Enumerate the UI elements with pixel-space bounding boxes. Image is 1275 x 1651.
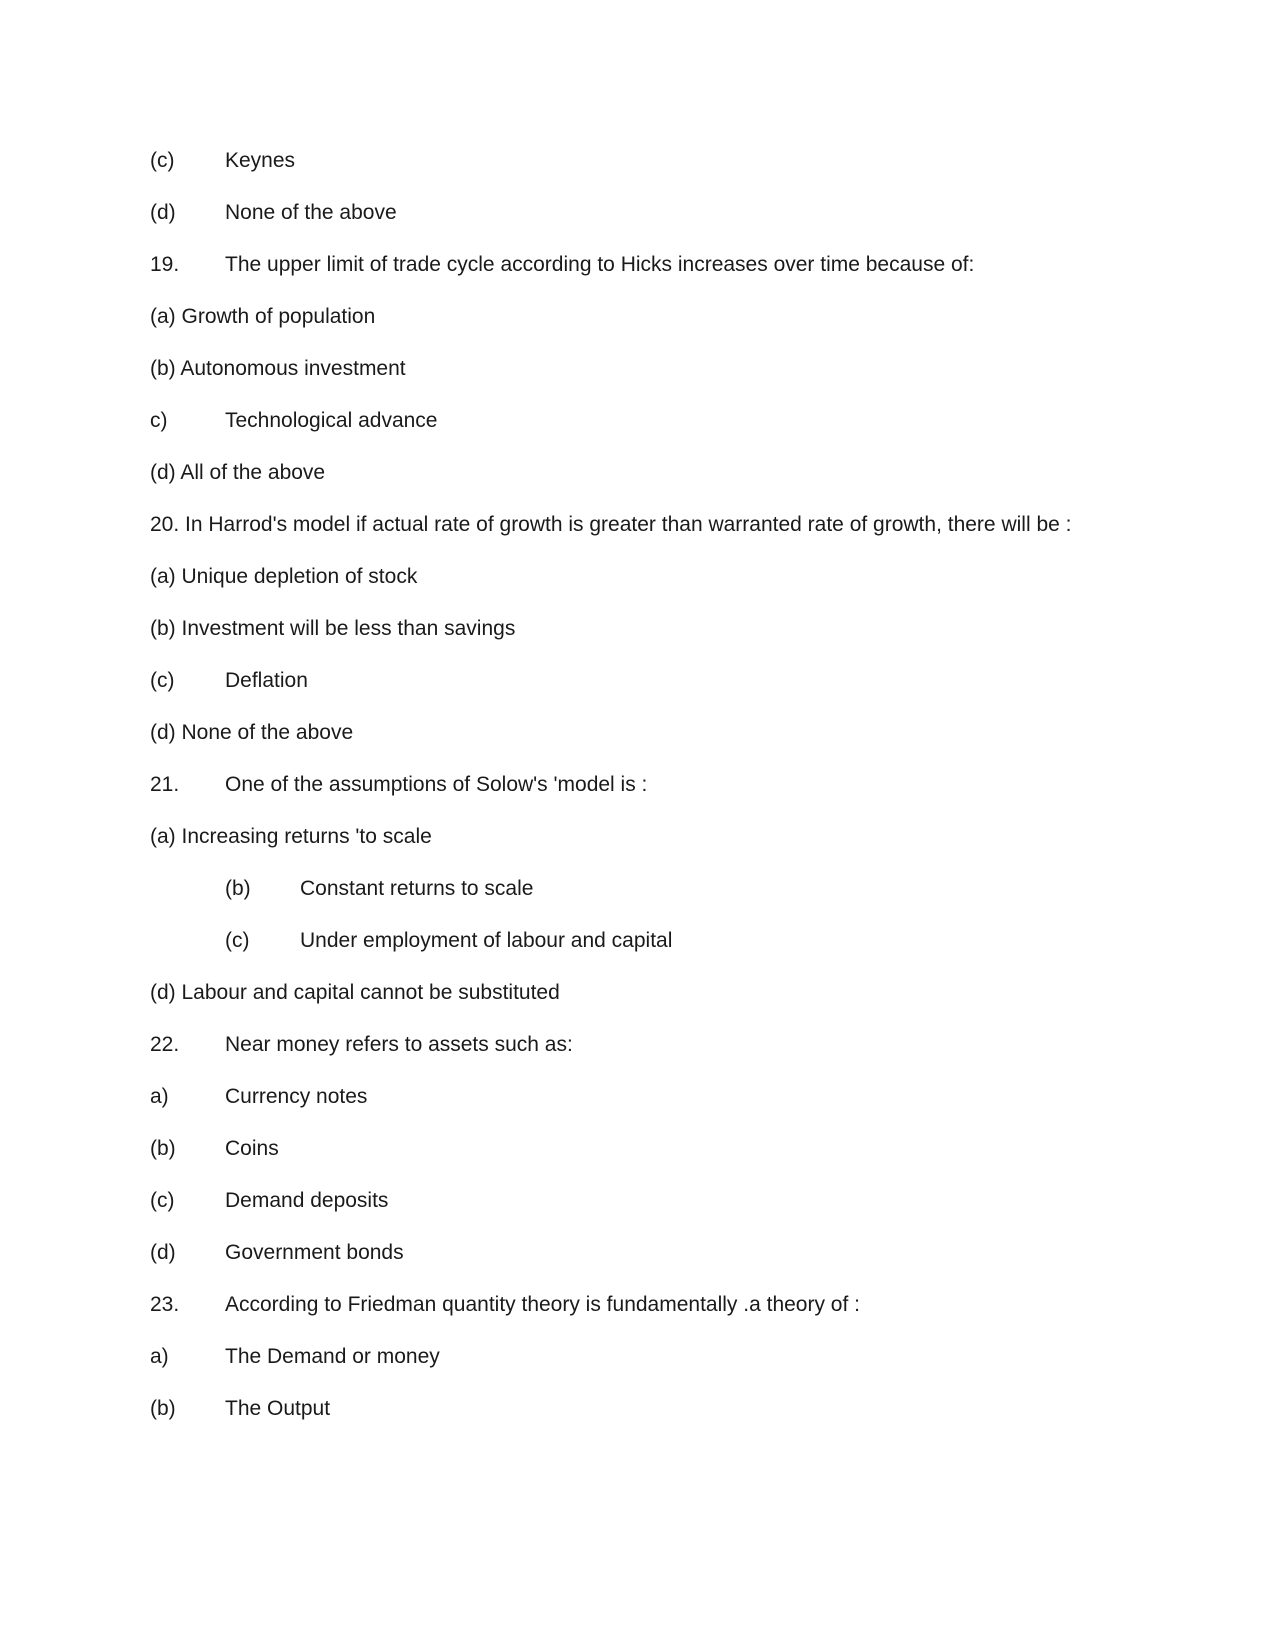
option-marker: (b) (150, 1397, 176, 1420)
option-text: Under employment of labour and capital (300, 929, 673, 952)
option-line (150, 1344, 440, 1370)
option-line (150, 1188, 388, 1214)
option-marker: a) (150, 1085, 169, 1108)
question-line (150, 772, 647, 798)
question-number: 19. (150, 253, 180, 276)
question-text: 20. In Harrod's model if actual rate of growth is greater than warranted rate of growth, there will be : (150, 513, 1072, 536)
option-text: Technological advance (225, 409, 438, 432)
option-text: The Demand or money (225, 1345, 440, 1368)
option-text: (a) Unique depletion of stock (150, 565, 418, 588)
option-line (150, 824, 432, 850)
question-number: 22. (150, 1033, 180, 1056)
option-line (150, 1084, 367, 1110)
question-line (150, 252, 974, 278)
option-marker: (d) (150, 1241, 176, 1264)
option-line (150, 408, 437, 434)
option-text: Constant returns to scale (300, 877, 534, 900)
option-text: (d) None of the above (150, 721, 354, 744)
option-marker: (c) (225, 929, 250, 952)
option-line (150, 1136, 279, 1162)
option-text: (a) Increasing returns 'to scale (150, 825, 432, 848)
option-text: None of the above (225, 201, 397, 224)
option-line (150, 1240, 404, 1266)
option-marker: (d) (150, 201, 176, 224)
option-line (150, 200, 397, 226)
option-text: (d) Labour and capital cannot be substituted (150, 981, 560, 1004)
option-text: Keynes (225, 149, 296, 172)
question-line (150, 1292, 860, 1318)
option-line (150, 460, 325, 486)
question-number: 23. (150, 1293, 180, 1316)
option-line (150, 1396, 330, 1422)
option-line (150, 980, 560, 1006)
option-marker: (b) (225, 877, 251, 900)
option-text: (b) Autonomous investment (150, 357, 406, 380)
option-line (150, 148, 295, 174)
option-text: (a) Growth of population (150, 305, 376, 328)
option-line (225, 876, 533, 902)
option-text: Demand deposits (225, 1189, 389, 1212)
question-line (150, 512, 1071, 538)
option-marker: (c) (150, 669, 175, 692)
option-marker: (c) (150, 149, 175, 172)
question-text: The upper limit of trade cycle according to Hicks increases over time because of: (225, 253, 975, 276)
option-text: The Output (225, 1397, 331, 1420)
question-number: 21. (150, 773, 180, 796)
option-text: Currency notes (225, 1085, 368, 1108)
option-line (150, 720, 353, 746)
question-text: Near money refers to assets such as: (225, 1033, 573, 1056)
question-line (150, 1032, 573, 1058)
question-text: One of the assumptions of Solow's 'model is : (225, 773, 648, 796)
option-line (150, 616, 515, 642)
option-line (150, 356, 406, 382)
option-text: Deflation (225, 669, 308, 692)
option-line (150, 668, 308, 694)
option-line (150, 564, 417, 590)
option-marker: c) (150, 409, 168, 432)
option-marker: a) (150, 1345, 169, 1368)
question-text: According to Friedman quantity theory is fundamentally .a theory of : (225, 1293, 860, 1316)
option-text: (d) All of the above (150, 461, 326, 484)
option-text: Government bonds (225, 1241, 404, 1264)
option-line (225, 928, 672, 954)
option-marker: (b) (150, 1137, 176, 1160)
option-marker: (c) (150, 1189, 175, 1212)
option-line (150, 304, 375, 330)
option-text: Coins (225, 1137, 279, 1160)
option-text: (b) Investment will be less than savings (150, 617, 516, 640)
